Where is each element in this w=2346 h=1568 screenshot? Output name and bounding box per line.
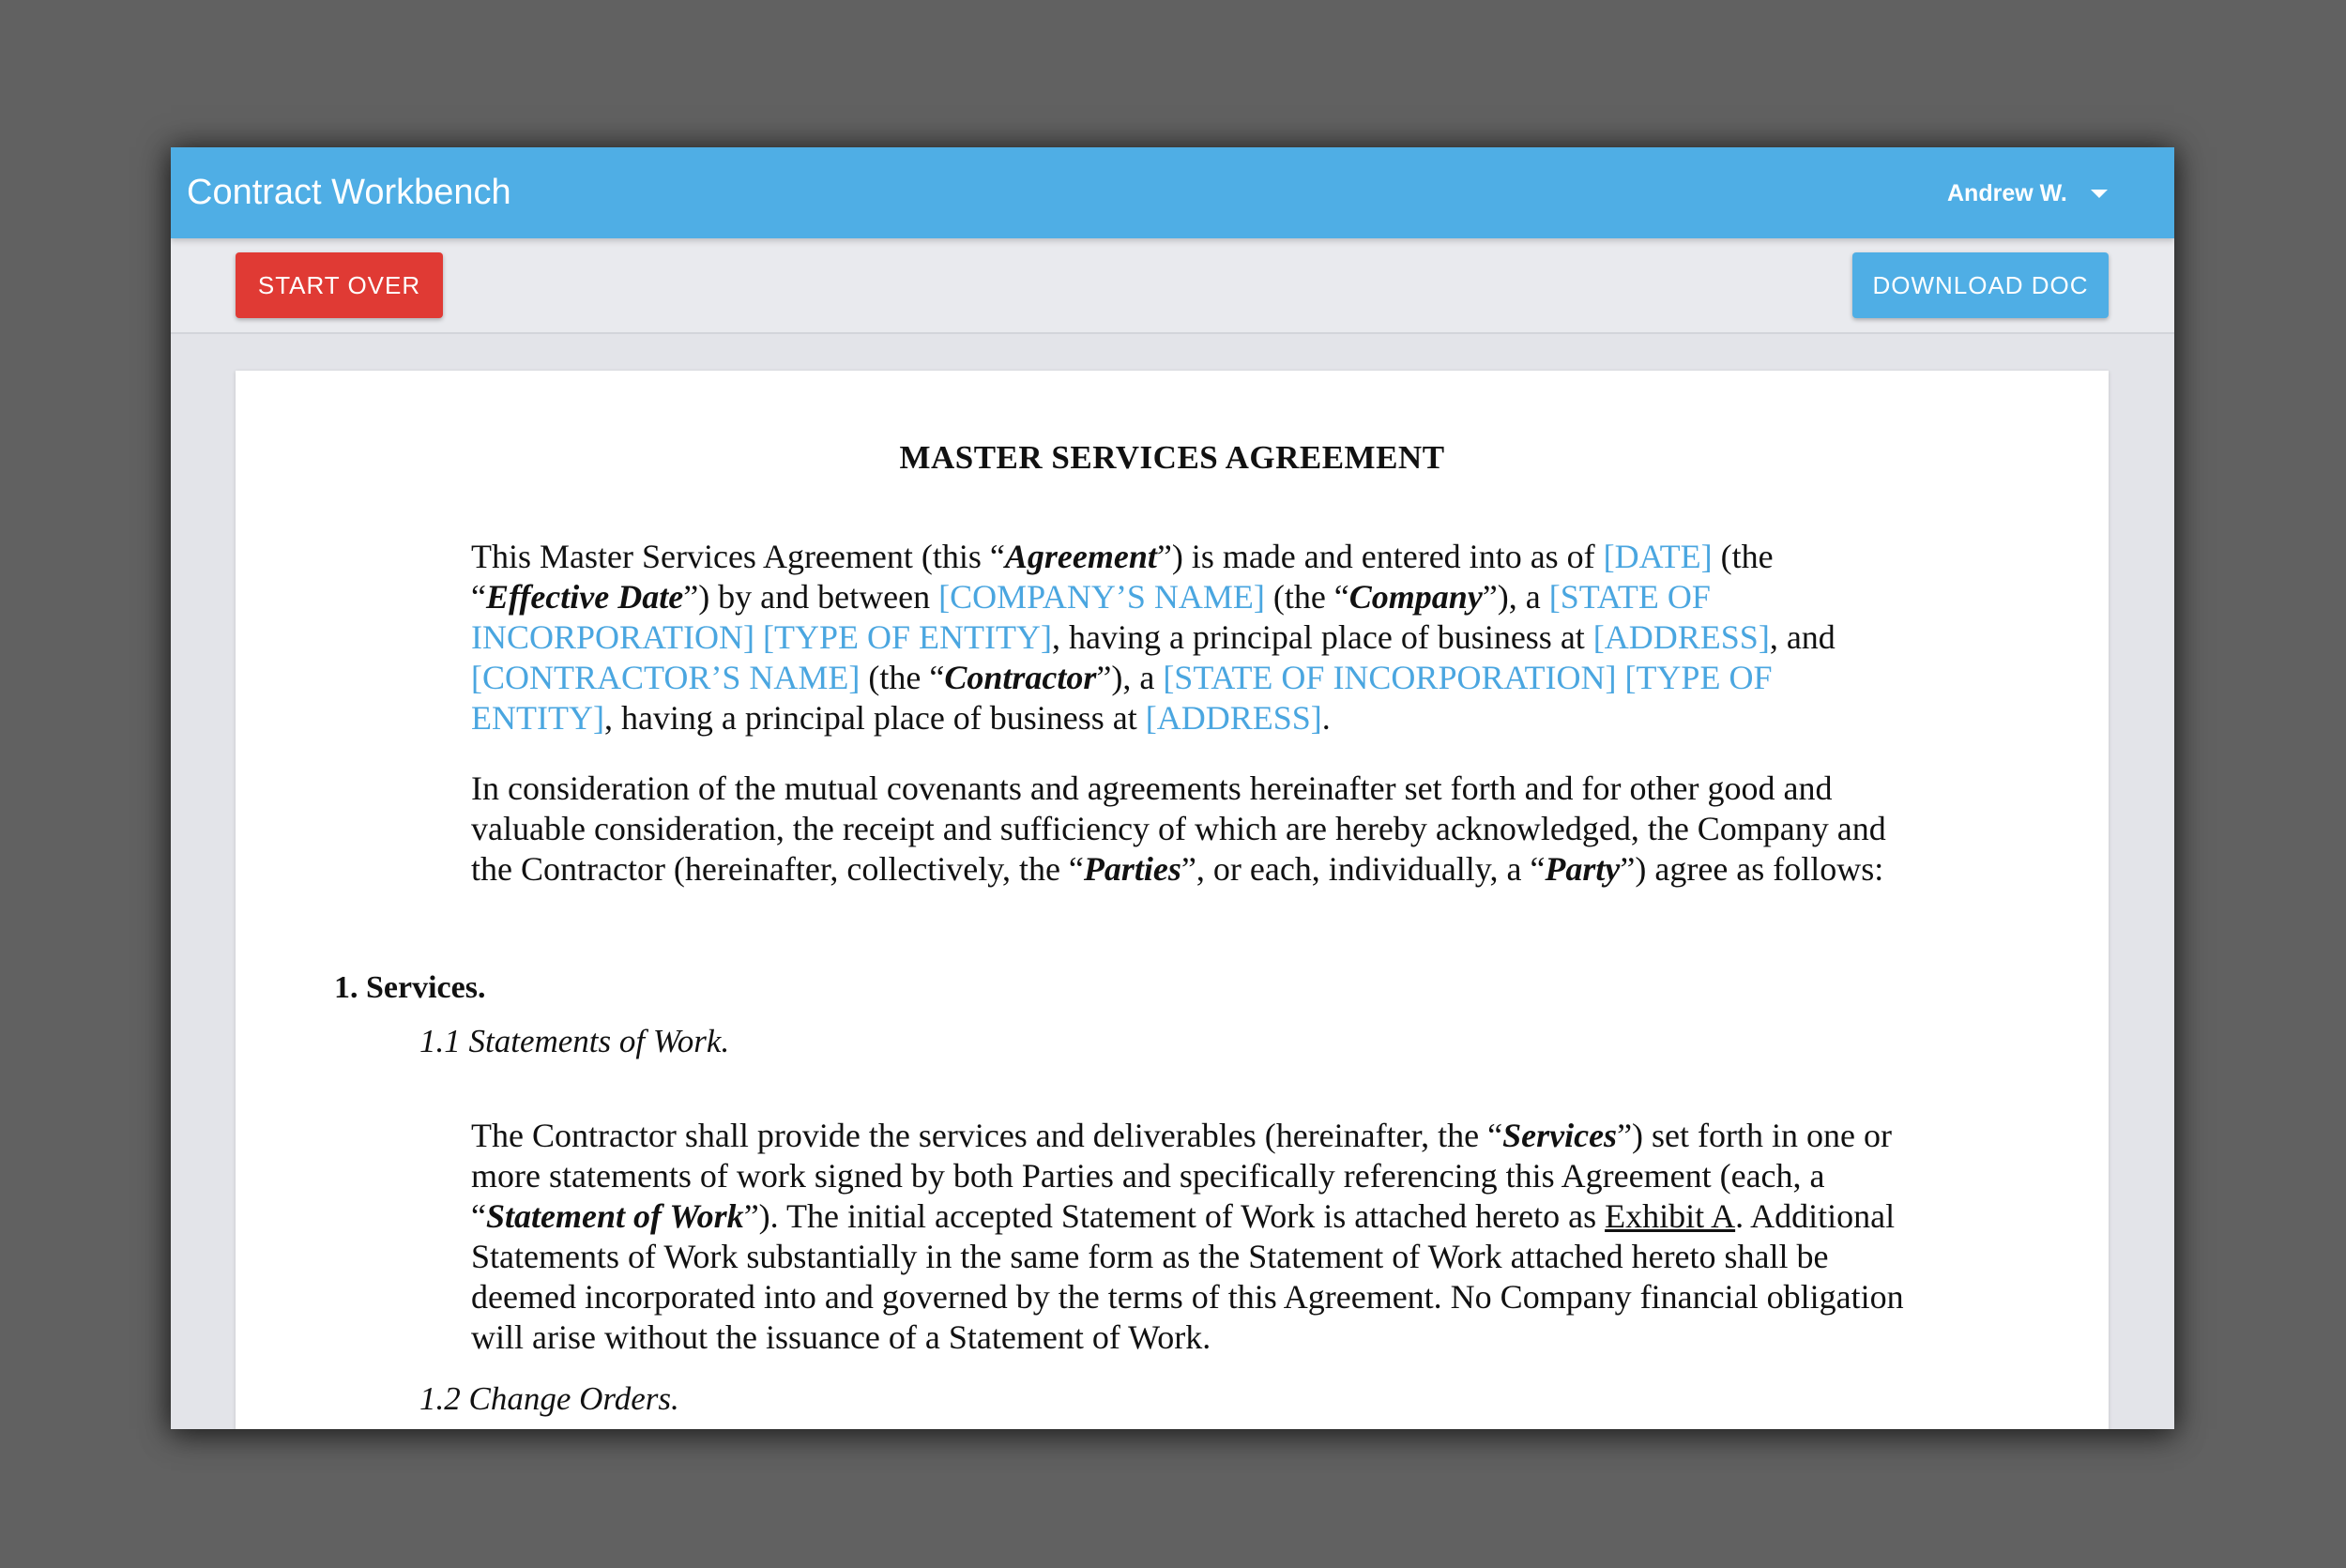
text-run: This Master Services Agreement (this “ xyxy=(471,538,1005,575)
placeholder-contractor-state[interactable]: [STATE OF INCORPORATION] xyxy=(1163,659,1617,696)
text-run: ”) by and between xyxy=(683,578,939,616)
text-run: , having a principal place of business at xyxy=(1051,618,1593,656)
statements-of-work-paragraph xyxy=(471,1116,1916,1358)
text-run: ”) is made and entered into as of xyxy=(1156,538,1604,575)
user-name[interactable]: Andrew W. xyxy=(1947,179,2067,206)
subsection-heading-change-orders: 1.2 Change Orders. xyxy=(419,1380,679,1417)
start-over-button[interactable]: START OVER xyxy=(236,252,443,318)
placeholder-contractor-name[interactable]: [CONTRACTOR’S NAME] xyxy=(471,659,861,696)
text-run: (the “ xyxy=(1264,578,1349,616)
chevron-down-icon[interactable] xyxy=(2091,190,2108,198)
app-window xyxy=(171,147,2174,1429)
defined-term-party: Party xyxy=(1545,850,1621,888)
text-run: ”, or each, individually, a “ xyxy=(1181,850,1546,888)
defined-term-parties: Parties xyxy=(1083,850,1181,888)
text-run: (the “ xyxy=(471,538,1774,616)
text-run: . Additional Statements of Work substantially in the same form as the Statement of Work attached hereto shall be deemed incorporated into and governed by the terms of this Agreement. No Company financial obligation will arise without the issuance of a Statement of Work. xyxy=(471,1197,1904,1356)
download-doc-button[interactable]: DOWNLOAD DOC xyxy=(1852,252,2109,318)
section-heading-services: 1. Services. xyxy=(334,970,486,1005)
consideration-paragraph xyxy=(471,769,1916,890)
placeholder-contractor-address[interactable]: [ADDRESS] xyxy=(1145,699,1322,737)
exhibit-a-reference: Exhibit A xyxy=(1605,1197,1736,1235)
text-run: (the “ xyxy=(860,659,945,696)
text-run: ”), a xyxy=(1096,659,1164,696)
defined-term-contractor: Contractor xyxy=(944,659,1097,696)
defined-term-company: Company xyxy=(1348,578,1483,616)
toolbar xyxy=(171,238,2174,334)
document-page xyxy=(236,371,2109,1429)
text-run: ”). The initial accepted Statement of Work is attached hereto as xyxy=(743,1197,1606,1235)
text-run: , and xyxy=(1769,618,1836,656)
text-run: . xyxy=(1321,699,1331,737)
document-viewer[interactable] xyxy=(171,334,2174,1429)
document-title: MASTER SERVICES AGREEMENT xyxy=(899,439,1445,476)
app-title: Contract Workbench xyxy=(187,173,511,212)
placeholder-company-address[interactable]: [ADDRESS] xyxy=(1592,618,1770,656)
text-run: In consideration of the mutual covenants and agreements hereinafter set forth and for other good and valuable consideration, the receipt and sufficiency of which are hereby acknowledged, the Company and the Contractor (hereinafter, collectively, the “ xyxy=(471,769,1886,888)
text-run: ”) set forth in one or more statements of work signed by both Parties and specifically referencing this Agreement (each, a “ xyxy=(471,1117,1892,1235)
defined-term-statement-of-work: Statement of Work xyxy=(485,1197,744,1235)
placeholder-contractor-entity-type[interactable]: [TYPE OF ENTITY] xyxy=(471,659,1773,737)
text-run: ”), a xyxy=(1482,578,1549,616)
defined-term-services: Services xyxy=(1502,1117,1618,1154)
intro-paragraph xyxy=(471,537,1916,738)
text-run: ”) agree as follows: xyxy=(1620,850,1884,888)
subsection-heading-statements-of-work: 1.1 Statements of Work. xyxy=(419,1023,730,1059)
placeholder-company-name[interactable]: [COMPANY’S NAME] xyxy=(938,578,1265,616)
placeholder-company-state[interactable]: [STATE OF INCORPORATION] xyxy=(471,578,1711,656)
text-run xyxy=(754,618,763,656)
user-menu[interactable] xyxy=(1947,175,2108,211)
placeholder-date[interactable]: [DATE] xyxy=(1603,538,1713,575)
app-bar xyxy=(171,147,2174,238)
placeholder-company-entity-type[interactable]: [TYPE OF ENTITY] xyxy=(763,618,1052,656)
defined-term-agreement: Agreement xyxy=(1004,538,1157,575)
text-run: The Contractor shall provide the services and deliverables (hereinafter, the “ xyxy=(471,1117,1503,1154)
text-run: , having a principal place of business at xyxy=(603,699,1146,737)
defined-term-effective-date: Effective Date xyxy=(485,578,684,616)
